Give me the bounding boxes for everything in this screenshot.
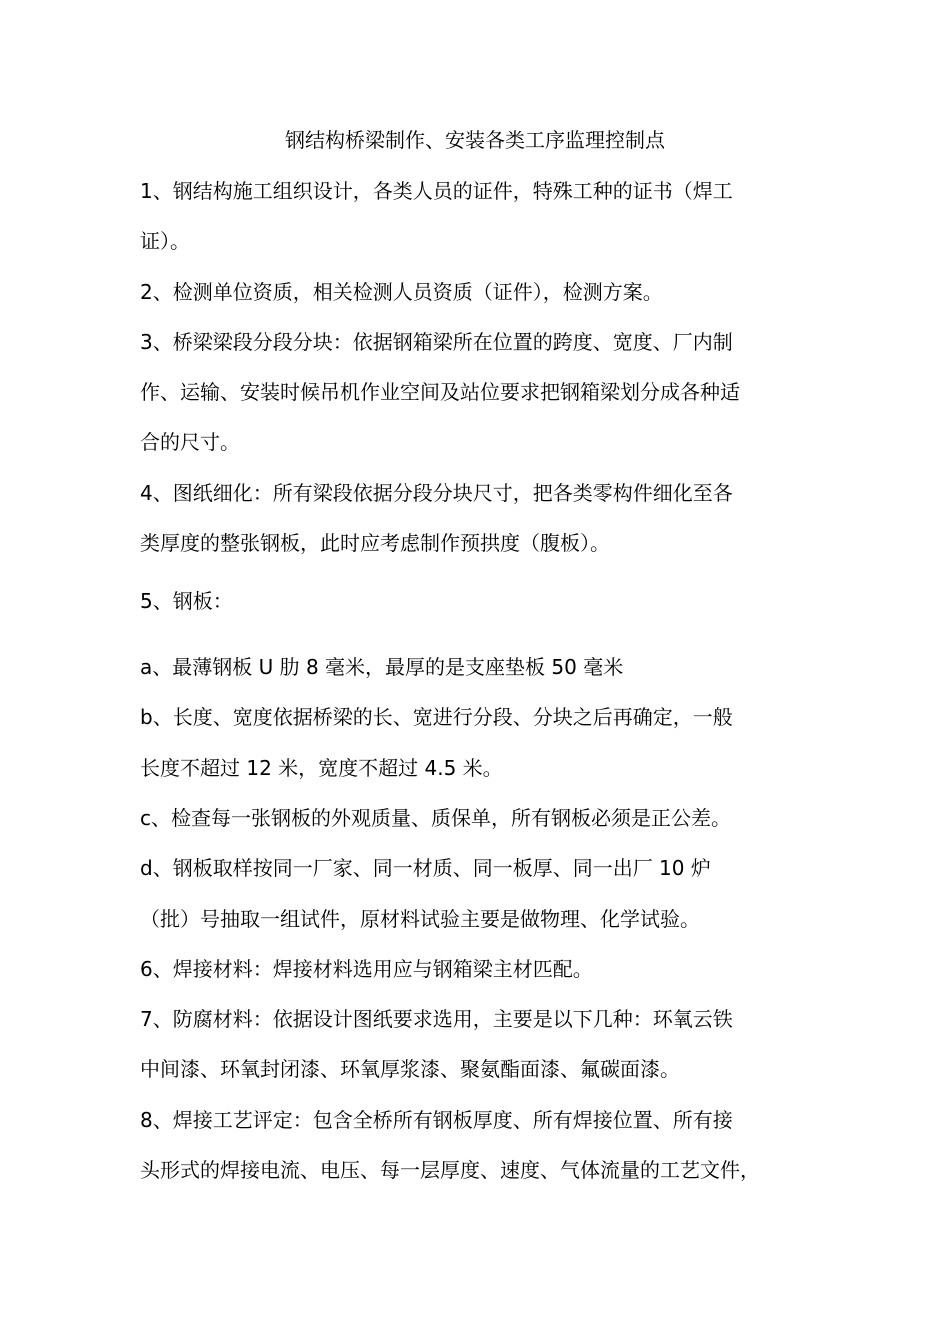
document-title: 钢结构桥梁制作、安装各类工序监理控制点: [285, 128, 665, 152]
text-line: 3、桥梁梁段分段分块：依据钢箱梁所在位置的跨度、宽度、厂内制: [140, 330, 733, 354]
text-line: 作、运输、安装时候吊机作业空间及站位要求把钢箱梁划分成各种适: [140, 380, 740, 404]
text-line: 5、钢板：: [140, 589, 233, 613]
text-line: 1、钢结构施工组织设计，各类人员的证件，特殊工种的证书（焊工: [140, 179, 733, 203]
text-line: 2、检测单位资质，相关检测人员资质（证件），检测方案。: [140, 280, 663, 304]
text-line: 合的尺寸。: [140, 430, 240, 454]
text-line: 7、防腐材料：依据设计图纸要求选用，主要是以下几种：环氧云铁: [140, 1007, 733, 1031]
text-line: 头形式的焊接电流、电压、每一层厚度、速度、气体流量的工艺文件，: [140, 1158, 760, 1182]
text-line: c、检查每一张钢板的外观质量、质保单，所有钢板必须是正公差。: [140, 806, 731, 830]
text-line: 类厚度的整张钢板，此时应考虑制作预拱度（腹板）。: [140, 531, 610, 555]
text-line: d、钢板取样按同一厂家、同一材质、同一板厚、同一出厂 10 炉: [140, 856, 711, 880]
text-line: 6、焊接材料：焊接材料选用应与钢箱梁主材匹配。: [140, 957, 593, 981]
text-line: （批）号抽取一组试件，原材料试验主要是做物理、化学试验。: [140, 907, 700, 931]
text-line: 8、焊接工艺评定：包含全桥所有钢板厚度、所有焊接位置、所有接: [140, 1108, 733, 1132]
text-line: a、最薄钢板 U 肋 8 毫米，最厚的是支座垫板 50 毫米: [140, 655, 624, 679]
text-line: 中间漆、环氧封闭漆、环氧厚浆漆、聚氨酯面漆、氟碳面漆。: [140, 1057, 680, 1081]
text-line: b、长度、宽度依据桥梁的长、宽进行分段、分块之后再确定，一般: [140, 705, 733, 729]
text-line: 证）。: [140, 229, 190, 253]
text-line: 长度不超过 12 米，宽度不超过 4.5 米。: [140, 756, 503, 780]
text-line: 4、图纸细化：所有梁段依据分段分块尺寸，把各类零构件细化至各: [140, 481, 733, 505]
